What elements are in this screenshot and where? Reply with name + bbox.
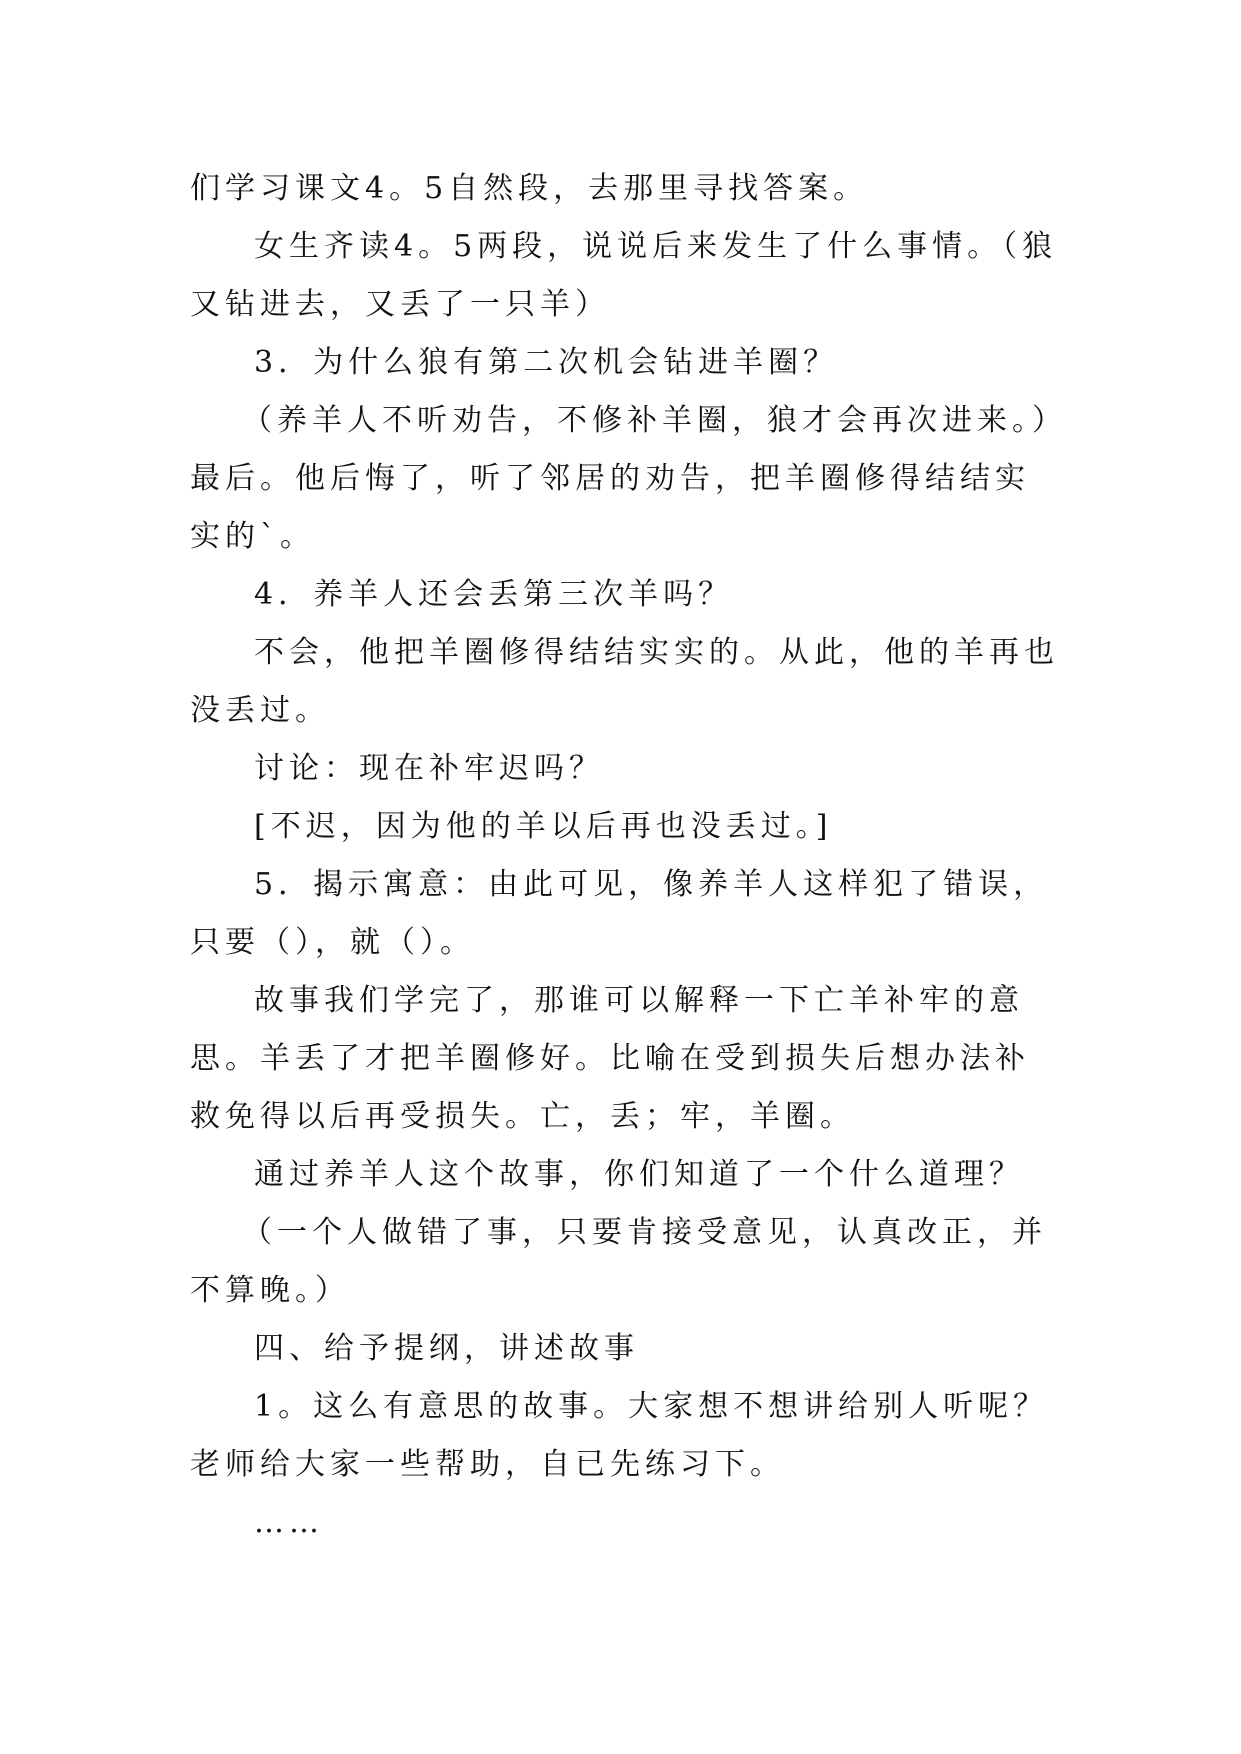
ellipsis: …… (254, 1505, 324, 1540)
paragraph: 不会，他把羊圈修得结结实实的。从此，他的羊再也没丢过。 (190, 635, 1059, 728)
question-heading: 5．揭示寓意：由此可见，像养羊人这样犯了错误，只要（），就（）。 (190, 867, 1049, 960)
question-heading: 4．养羊人还会丢第三次羊吗？ (254, 577, 734, 612)
paragraph: 女生齐读4。5两段，说说后来发生了什么事情。（狼又钻进去，又丢了一只羊） (190, 229, 1058, 322)
paragraph: 1。这么有意思的故事。大家想不想讲给别人听呢？老师给大家一些帮助，自已先练习下。 (190, 1389, 1049, 1482)
document-body (190, 160, 1067, 1552)
paragraph: 通过养羊人这个故事，你们知道了一个什么道理？ (254, 1157, 1024, 1192)
paragraph: （一个人做错了事，只要肯接受意见，认真改正，并不算晚。） (190, 1215, 1047, 1308)
paragraph: 们学习课文4。5自然段，去那里寻找答案。 (190, 171, 869, 206)
paragraph: [不迟，因为他的羊以后再也没丢过。] (254, 809, 833, 844)
paragraph: 最后。他后悔了，听了邻居的劝告，把羊圈修得结结实实的`。 (190, 461, 1030, 554)
paragraph: 讨论：现在补牢迟吗？ (254, 751, 604, 786)
paragraph: （养羊人不听劝告，不修补羊圈，狼才会再次进来。） (242, 403, 1067, 438)
question-heading: 3．为什么狼有第二次机会钻进羊圈？ (254, 345, 839, 380)
paragraph: 故事我们学完了，那谁可以解释一下亡羊补牢的意思。羊丢了才把羊圈修好。比喻在受到损失后想办法补救免得以后再受损失。亡，丢；牢，羊圈。 (190, 983, 1030, 1134)
section-heading: 四、给予提纲，讲述故事 (254, 1331, 639, 1366)
